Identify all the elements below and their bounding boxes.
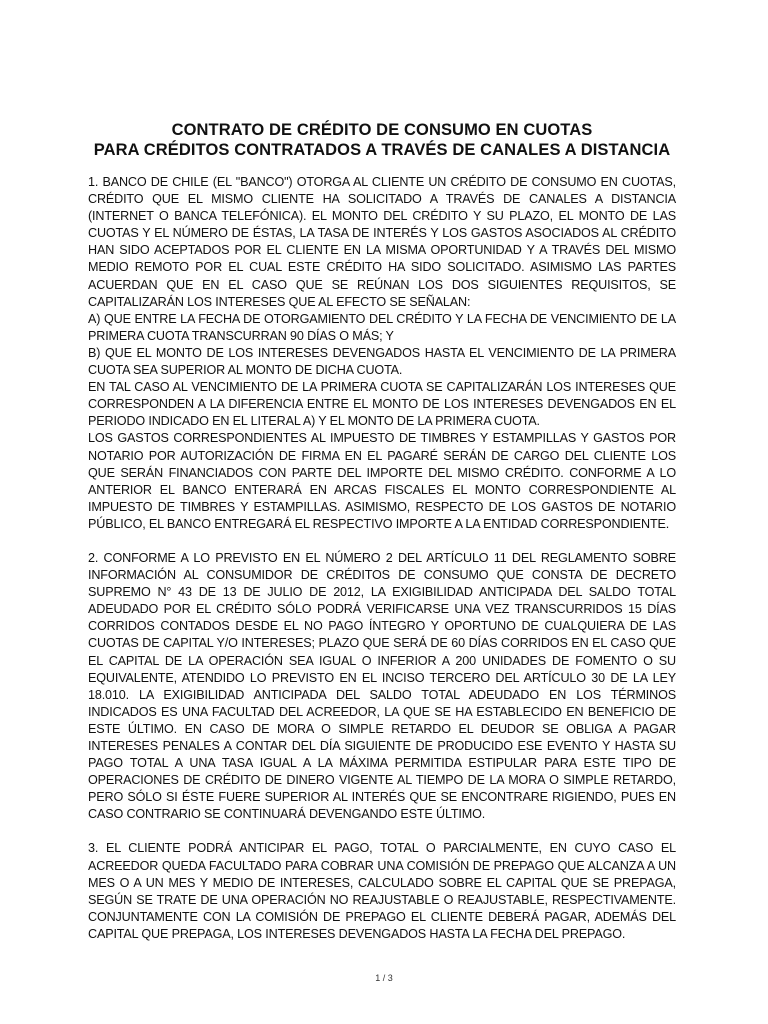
page-number: 1 / 3 xyxy=(375,973,393,983)
title-line-1: CONTRATO DE CRÉDITO DE CONSUMO EN CUOTAS xyxy=(171,121,593,139)
clause-2-paragraph: 2. CONFORME A LO PREVISTO EN EL NÚMERO 2 DEL ARTÍCULO 11 DEL REGLAMENTO SOBRE INFORMACIÓN AL CONSUMIDOR DE CRÉDITOS DE CONSUMO QUE CONSTA DE DECRETO SUPREMO N° 43 DE 13 DE JULIO DE 2012, LA EXIGIBILIDAD ANTICIPADA DEL SALDO TOTAL ADEUDADO POR EL CRÉDITO SÓLO PODRÁ VERIFICARSE UNA VEZ TRANSCURRIDOS 15 DÍAS CORRIDOS CONTADOS DESDE EL NO PAGO ÍNTEGRO Y OPORTUNO DE CUALQUIERA DE LAS CUOTAS DE CAPITAL Y/O INTERESES; PLAZO QUE SERÁ DE 60 DÍAS CORRIDOS EN EL CASO QUE EL CAPITAL DE LA OPERACIÓN SEA IGUAL O INFERIOR A 200 UNIDADES DE FOMENTO O SU EQUIVALENTE, ATENDIDO LO PREVISTO EN EL INCISO TERCERO DEL ARTÍCULO 30 DE LA LEY 18.010. LA EXIGIBILIDAD ANTICIPADA DEL SALDO TOTAL ADEUDADO EN LOS TÉRMINOS INDICADOS ES UNA FACULTAD DEL ACREEDOR, LA QUE SE HA ESTABLECIDO EN BENEFICIO DE ESTE ÚLTIMO. EN CASO DE MORA O SIMPLE RETARDO EL DEUDOR SE OBLIGA A PAGAR INTERESES PENALES A CONTAR DEL DÍA SIGUIENTE DE PRODUCIDO ESE EVENTO Y HASTA SU PAGO TOTAL A UNA TASA IGUAL A LA MÁXIMA PERMITIDA ESTIPULAR PARA ESTE TIPO DE OPERACIONES DE CRÉDITO DE DINERO VIGENTE AL TIEMPO DE LA MORA O SIMPLE RETARDO, PERO SÓLO SI ÉSTE FUERE SUPERIOR AL INTERÉS QUE SE ENCONTRARE RIGIENDO, PUES EN CASO CONTRARIO SE CONTINUARÁ DEVENGANDO ESTE ÚLTIMO. xyxy=(88,550,676,822)
document-title xyxy=(88,120,676,160)
clause-1 xyxy=(88,174,676,533)
title-line-2: PARA CRÉDITOS CONTRATADOS A TRAVÉS DE CANALES A DISTANCIA xyxy=(93,141,671,159)
clause-1-paragraph-3: B) QUE EL MONTO DE LOS INTERESES DEVENGADOS HASTA EL VENCIMIENTO DE LA PRIMERA CUOTA SEA SUPERIOR AL MONTO DE DICHA CUOTA. xyxy=(88,345,676,378)
document-body xyxy=(88,174,676,943)
clause-3 xyxy=(88,840,676,943)
clause-1-paragraph-2: A) QUE ENTRE LA FECHA DE OTORGAMIENTO DEL CRÉDITO Y LA FECHA DE VENCIMIENTO DE LA PRIMERA CUOTA TRANSCURRAN 90 DÍAS O MÁS; Y xyxy=(88,311,676,343)
clause-2 xyxy=(88,550,676,824)
clause-1-paragraph-5: LOS GASTOS CORRESPONDIENTES AL IMPUESTO DE TIMBRES Y ESTAMPILLAS Y GASTOS POR NOTARIO POR AUTORIZACIÓN DE FIRMA EN EL PAGARÉ SERÁN DE CARGO DEL CLIENTE LOS QUE SERÁN FINANCIADOS CON PARTE DEL IMPORTE DEL MISMO CRÉDITO. CONFORME A LO ANTERIOR EL BANCO ENTERARÁ EN ARCAS FISCALES EL MONTO CORRESPONDIENTE AL IMPUESTO DE TIMBRES Y ESTAMPILLAS. ASIMISMO, RESPECTO DE LOS GASTOS DE NOTARIO PÚBLICO, EL BANCO ENTREGARÁ EL RESPECTIVO IMPORTE A LA ENTIDAD CORRESPONDIENTE. xyxy=(88,431,676,531)
clause-1-paragraph-1: 1. BANCO DE CHILE (EL "BANCO") OTORGA AL CLIENTE UN CRÉDITO DE CONSUMO EN CUOTAS, CRÉDITO QUE EL MISMO CLIENTE HA SOLICITADO A TRAVÉS DE CANALES A DISTANCIA (INTERNET O BANCA TELEFÓNICA). EL MONTO DEL CRÉDITO Y SU PLAZO, EL MONTO DE LAS CUOTAS Y EL NÚMERO DE ÉSTAS, LA TASA DE INTERÉS Y LOS GASTOS ASOCIADOS AL CRÉDITO HAN SIDO ACEPTADOS POR EL CLIENTE EN LA MISMA OPORTUNIDAD Y A TRAVÉS DEL MISMO MEDIO REMOTO POR EL CUAL ESTE CRÉDITO HA SIDO SOLICITADO. ASIMISMO LAS PARTES ACUERDAN QUE EN EL CASO QUE SE REÚNAN LOS DOS SIGUIENTES REQUISITOS, SE CAPITALIZARÁN LOS INTERESES QUE AL EFECTO SE SEÑALAN: xyxy=(88,175,676,309)
clause-3-paragraph: 3. EL CLIENTE PODRÁ ANTICIPAR EL PAGO, TOTAL O PARCIALMENTE, EN CUYO CASO EL ACREEDOR QUEDA FACULTADO PARA COBRAR UNA COMISIÓN DE PREPAGO QUE ALCANZA A UN MES O A UN MES Y MEDIO DE INTERESES, CALCULADO SOBRE EL CAPITAL QUE SE PREPAGA, SEGÚN SE TRATE DE UNA OPERACIÓN NO REAJUSTABLE O REAJUSTABLE, RESPECTIVAMENTE. CONJUNTAMENTE CON LA COMISIÓN DE PREPAGO EL CLIENTE DEBERÁ PAGAR, ADEMÁS DEL CAPITAL QUE PREPAGA, LOS INTERESES DEVENGADOS HASTA LA FECHA DEL PREPAGO. xyxy=(88,841,676,941)
clause-1-paragraph-4: EN TAL CASO AL VENCIMIENTO DE LA PRIMERA CUOTA SE CAPITALIZARÁN LOS INTERESES QUE CORRESPONDEN A LA DIFERENCIA ENTRE EL MONTO DE LOS INTERESES DEVENGADOS EN EL PERIODO INDICADO EN EL LITERAL A) Y EL MONTO DE LA PRIMERA CUOTA. xyxy=(88,380,676,429)
document-page xyxy=(88,120,676,960)
